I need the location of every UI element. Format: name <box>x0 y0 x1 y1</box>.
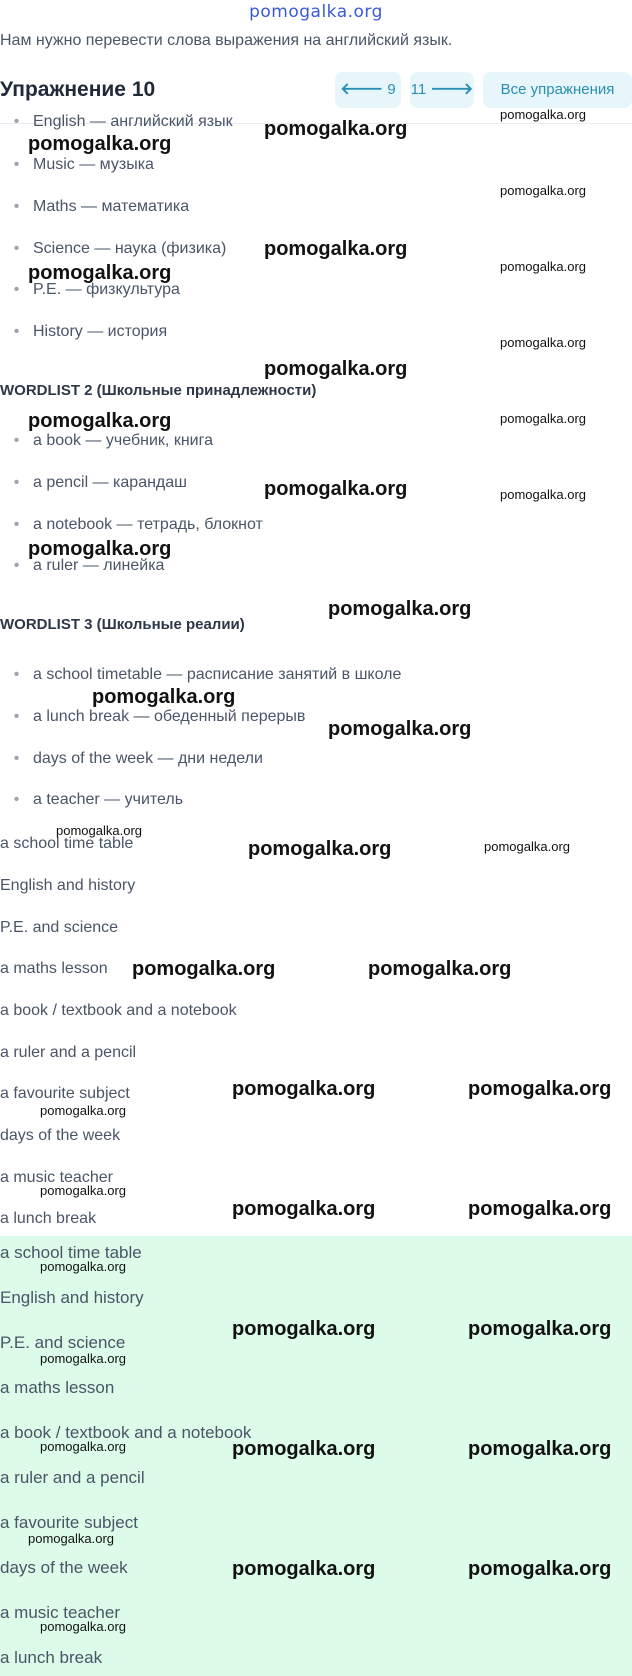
watermark: pomogalka.org <box>92 686 236 708</box>
all-exercises-button[interactable]: Все упражнения <box>483 72 632 108</box>
bullet: • <box>13 750 20 767</box>
intro-text: Нам нужно перевести слова выражения на английский язык. <box>0 32 453 49</box>
bullet: • <box>13 557 20 574</box>
next-exercise-label: 11 <box>410 81 427 98</box>
list-item: • P.E. — физкультура <box>0 281 180 299</box>
bullet: • <box>13 516 20 533</box>
watermark: pomogalka.org <box>40 1183 126 1198</box>
watermark: pomogalka.org <box>28 1531 114 1546</box>
list-item: • a teacher — учитель <box>0 791 183 809</box>
bullet: • <box>13 323 20 340</box>
prev-exercise-label: 9 <box>387 81 396 98</box>
watermark: pomogalka.org <box>328 718 472 740</box>
watermark: pomogalka.org <box>28 410 172 432</box>
answer-line: a music teacher <box>0 1169 113 1186</box>
list-item: • History — история <box>0 323 167 341</box>
bullet: • <box>13 240 20 257</box>
bullet: • <box>13 113 20 130</box>
answer-line: a maths lesson <box>0 960 108 977</box>
watermark: pomogalka.org <box>500 487 586 502</box>
bullet: • <box>13 791 20 808</box>
watermark: pomogalka.org <box>468 1558 612 1580</box>
watermark: pomogalka.org <box>500 107 586 122</box>
watermark: pomogalka.org <box>28 133 172 155</box>
page-title: Упражнение 10 <box>0 78 156 101</box>
watermark: pomogalka.org <box>484 839 570 854</box>
watermark: pomogalka.org <box>264 238 408 260</box>
answer-line: a book / textbook and a notebook <box>0 1423 252 1442</box>
bullet: • <box>13 281 20 298</box>
list-item: • Science — наука (физика) <box>0 240 226 258</box>
watermark: pomogalka.org <box>328 598 472 620</box>
answer-line: English and history <box>0 1288 144 1307</box>
watermark: pomogalka.org <box>40 1619 126 1634</box>
watermark: pomogalka.org <box>232 1318 376 1340</box>
list-item: • Maths — математика <box>0 198 189 216</box>
watermark: pomogalka.org <box>468 1198 612 1220</box>
watermark: pomogalka.org <box>40 1351 126 1366</box>
answer-line: a school time table <box>0 1243 142 1262</box>
section-title-wordlist-2: WORDLIST 2 (Школьные принадлежности) <box>0 382 317 399</box>
watermark: pomogalka.org <box>40 1103 126 1118</box>
bullet: • <box>13 474 20 491</box>
watermark: pomogalka.org <box>500 259 586 274</box>
watermark: pomogalka.org <box>232 1558 376 1580</box>
answer-line: a lunch break <box>0 1210 97 1227</box>
bullet: • <box>13 198 20 215</box>
bullet: • <box>13 156 20 173</box>
watermark: pomogalka.org <box>232 1078 376 1100</box>
list-item: • a notebook — тетрадь, блокнот <box>0 516 263 534</box>
watermark: pomogalka.org <box>500 411 586 426</box>
watermark: pomogalka.org <box>500 335 586 350</box>
arrow-right-icon: 🡒 <box>430 81 474 98</box>
answer-line: English and history <box>0 877 136 894</box>
list-item: • a ruler — линейка <box>0 557 164 575</box>
bullet: • <box>13 432 20 449</box>
answer-line: a favourite subject <box>0 1085 130 1102</box>
watermark: pomogalka.org <box>468 1078 612 1100</box>
watermark: pomogalka.org <box>28 538 172 560</box>
answer-line: P.E. and science <box>0 1333 126 1352</box>
watermark: pomogalka.org <box>132 958 276 980</box>
section-title-wordlist-3: WORDLIST 3 (Школьные реалии) <box>0 616 245 633</box>
bullet: • <box>13 708 20 725</box>
watermark: pomogalka.org <box>28 262 172 284</box>
watermark: pomogalka.org <box>264 118 408 140</box>
answer-line: a favourite subject <box>0 1513 138 1532</box>
answer-line: a ruler and a pencil <box>0 1468 145 1487</box>
answer-line: a maths lesson <box>0 1378 115 1397</box>
watermark: pomogalka.org <box>264 478 408 500</box>
watermark: pomogalka.org <box>500 183 586 198</box>
bullet: • <box>13 666 20 683</box>
list-item: • a book — учебник, книга <box>0 432 213 450</box>
watermark: pomogalka.org <box>468 1438 612 1460</box>
list-item: • a school timetable — расписание занятий в школе <box>0 666 401 684</box>
answer-line: days of the week <box>0 1558 128 1577</box>
prev-exercise-button[interactable] <box>335 72 401 108</box>
watermark: pomogalka.org <box>232 1198 376 1220</box>
answer-line: a music teacher <box>0 1603 120 1622</box>
list-item: • a pencil — карандаш <box>0 474 187 492</box>
watermark: pomogalka.org <box>468 1318 612 1340</box>
watermark: pomogalka.org <box>232 1438 376 1460</box>
watermark: pomogalka.org <box>368 958 512 980</box>
list-item: • English — английский язык <box>0 113 233 131</box>
list-item: • a lunch break — обеденный перерыв <box>0 708 305 726</box>
watermark: pomogalka.org <box>56 823 142 838</box>
answer-line: a lunch break <box>0 1648 103 1667</box>
site-logo[interactable]: pomogalka.org <box>249 2 383 22</box>
next-exercise-button[interactable] <box>410 72 474 108</box>
list-item: • days of the week — дни недели <box>0 750 263 768</box>
answer-line: a ruler and a pencil <box>0 1044 137 1061</box>
watermark: pomogalka.org <box>40 1439 126 1454</box>
answer-line: P.E. and science <box>0 919 119 936</box>
list-item: • Music — музыка <box>0 156 154 174</box>
answer-line: days of the week <box>0 1127 121 1144</box>
watermark: pomogalka.org <box>248 838 392 860</box>
watermark: pomogalka.org <box>264 358 408 380</box>
answer-line: a school time table <box>0 835 134 852</box>
watermark: pomogalka.org <box>40 1259 126 1274</box>
arrow-left-icon: 🡐 <box>340 81 384 98</box>
answer-line: a book / textbook and a notebook <box>0 1002 237 1019</box>
